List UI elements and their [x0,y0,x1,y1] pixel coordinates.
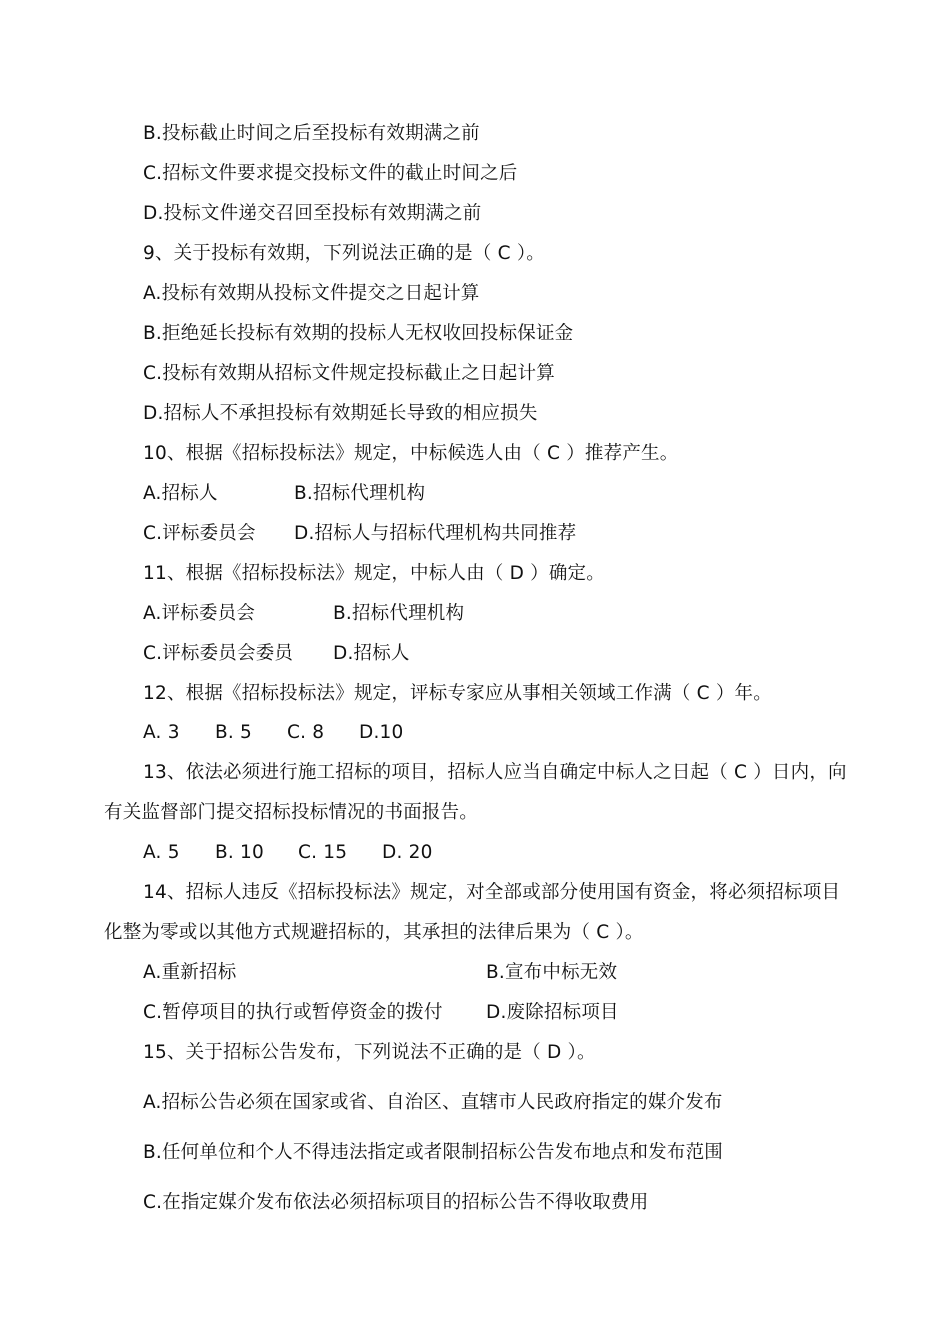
q14-question-line1: 14、招标人违反《招标投标法》规定，对全部或部分使用国有资金，将必须招标项目 [143,882,841,903]
q11-option-b: B.招标代理机构 [333,603,465,624]
q10-question: 10、根据《招标投标法》规定，中标候选人由（ C ）推荐产生。 [143,443,679,464]
q8-option-b: B.投标截止时间之后至投标有效期满之前 [143,123,480,144]
q13-question-line2: 有关监督部门提交招标投标情况的书面报告。 [104,802,479,823]
q14-option-d: D.废除招标项目 [486,1002,619,1023]
q9-option-c: C.投标有效期从招标文件规定投标截止之日起计算 [143,363,555,384]
q11-question: 11、根据《招标投标法》规定，中标人由（ D ）确定。 [143,563,605,584]
q9-option-d: D.招标人不承担投标有效期延长导致的相应损失 [143,403,538,424]
q13-option-c: C. 15 [298,842,348,863]
q10-option-d: D.招标人与招标代理机构共同推荐 [294,523,577,544]
q12-option-d: D.10 [359,722,404,743]
q15-option-a: A.招标公告必须在国家或省、自治区、直辖市人民政府指定的媒介发布 [143,1092,723,1113]
q9-question: 9、关于投标有效期，下列说法正确的是（ C ）。 [143,243,546,264]
q12-question: 12、根据《招标投标法》规定，评标专家应从事相关领域工作满（ C ）年。 [143,683,772,704]
q13-option-d: D. 20 [382,842,433,863]
q10-option-c: C.评标委员会 [143,523,256,544]
q14-option-a: A.重新招标 [143,962,237,983]
q11-option-c: C.评标委员会委员 [143,643,294,664]
q13-question-line1: 13、依法必须进行施工招标的项目，招标人应当自确定中标人之日起（ C ）日内，向 [143,762,847,783]
q15-option-b: B.任何单位和个人不得违法指定或者限制招标公告发布地点和发布范围 [143,1142,723,1163]
q10-option-a: A.招标人 [143,483,218,504]
q8-option-c: C.招标文件要求提交投标文件的截止时间之后 [143,163,518,184]
q12-option-c: C. 8 [287,722,325,743]
q9-option-b: B.拒绝延长投标有效期的投标人无权收回投标保证金 [143,323,574,344]
q12-option-a: A. 3 [143,722,180,743]
q14-question-line2: 化整为零或以其他方式规避招标的，其承担的法律后果为（ C ）。 [104,922,644,943]
q14-option-c: C.暂停项目的执行或暂停资金的拨付 [143,1002,443,1023]
q14-option-b: B.宣布中标无效 [486,962,618,983]
q13-option-b: B. 10 [215,842,264,863]
q15-question: 15、关于招标公告发布，下列说法不正确的是（ D ）。 [143,1042,596,1063]
q13-option-a: A. 5 [143,842,180,863]
q10-option-b: B.招标代理机构 [294,483,426,504]
q11-option-a: A.评标委员会 [143,603,256,624]
q15-option-c: C.在指定媒介发布依法必须招标项目的招标公告不得收取费用 [143,1192,649,1213]
q8-option-d: D.投标文件递交召回至投标有效期满之前 [143,203,482,224]
q9-option-a: A.投标有效期从投标文件提交之日起计算 [143,283,480,304]
q11-option-d: D.招标人 [333,643,410,664]
q12-option-b: B. 5 [215,722,253,743]
